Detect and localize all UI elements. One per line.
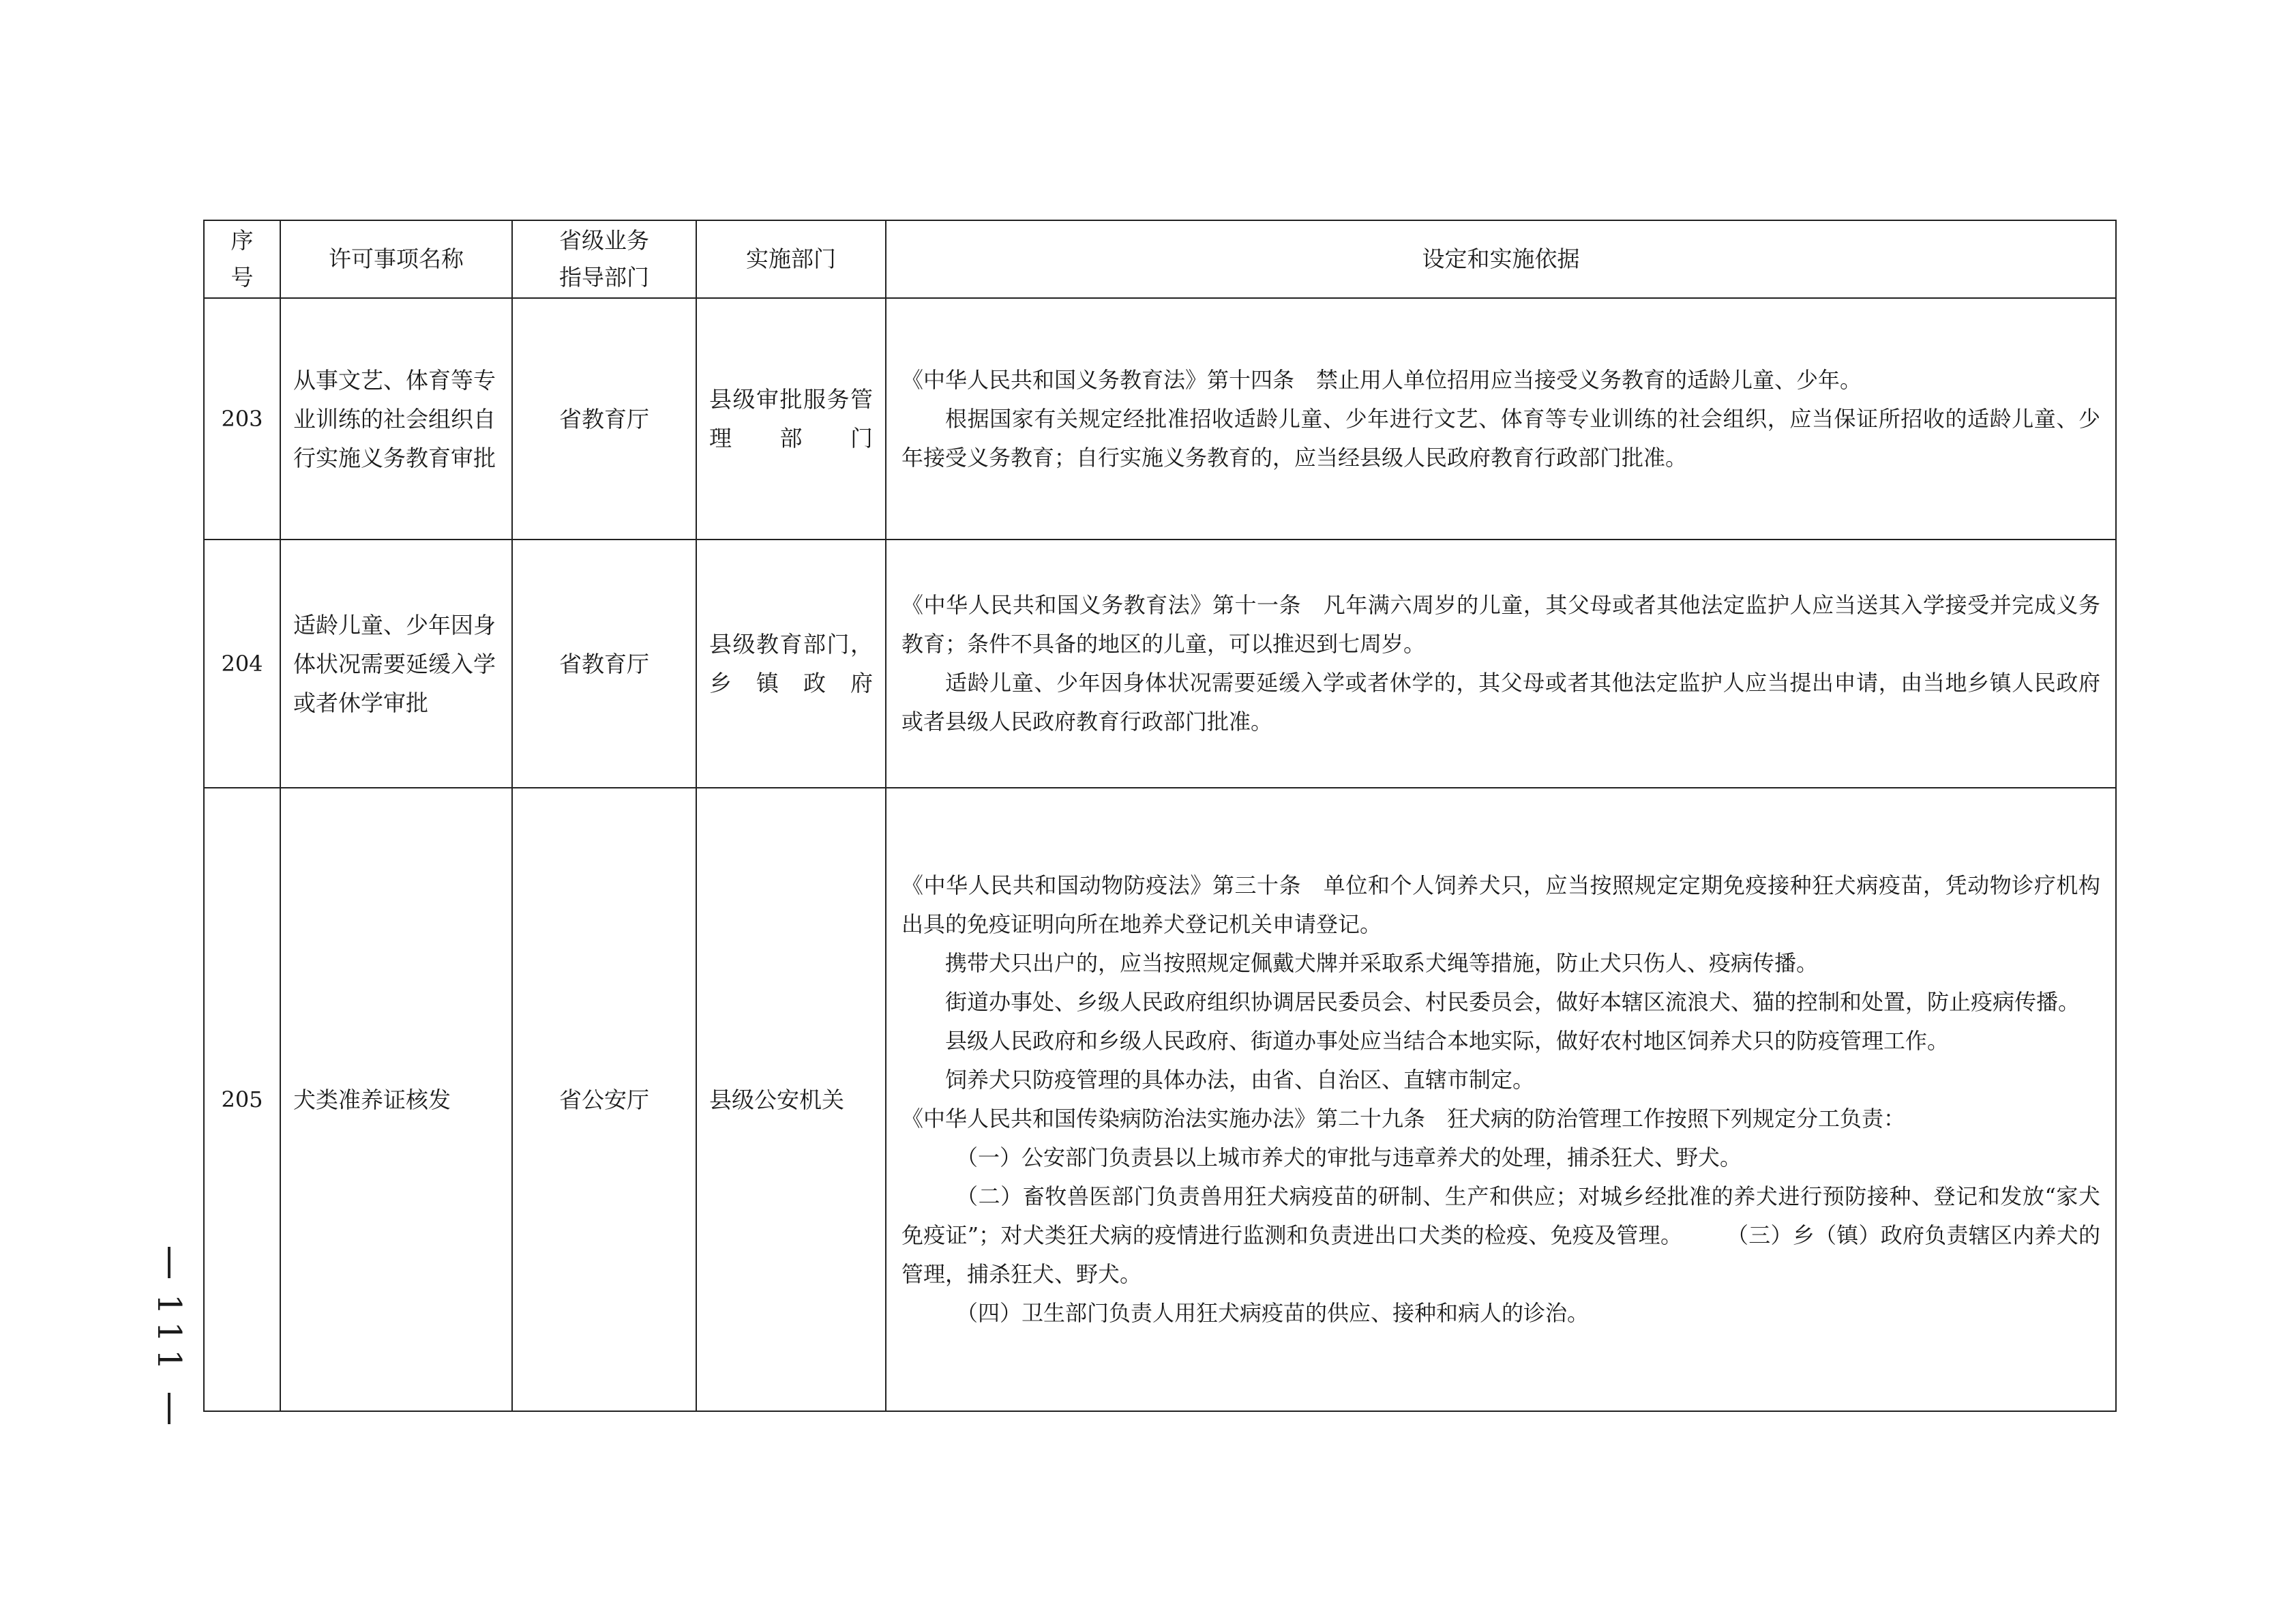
table-row	[204, 298, 2116, 540]
basis-paragraph: 《中华人民共和国传染病防治法实施办法》第二十九条 狂犬病的防治管理工作按照下列规定分工负责：	[901, 1106, 1906, 1132]
basis-paragraph: 根据国家有关规定经批准招收适龄儿童、少年进行文艺、体育等专业训练的社会组织，应当保证所招收的适龄儿童、少年接受义务教育；自行实施义务教育的，应当经县级人民政府教育行政部门批准。	[901, 405, 2100, 471]
page-dash-top	[168, 1247, 170, 1278]
header-legal-basis: 设定和实施依据	[886, 220, 2116, 298]
header-item-name: 许可事项名称	[280, 220, 512, 298]
header-implementing-dept: 实施部门	[696, 220, 886, 298]
legal-basis	[886, 788, 2116, 1411]
guiding-dept: 省公安厅	[512, 788, 696, 1411]
basis-paragraph: 县级人民政府和乡级人民政府、街道办事处应当结合本地实际，做好农村地区饲养犬只的防疫管理工作。	[945, 1028, 1950, 1054]
guiding-dept: 省教育厅	[512, 540, 696, 788]
basis-paragraph: （四）卫生部门负责人用狂犬病疫苗的供应、接种和病人的诊治。	[956, 1300, 1590, 1326]
table-row	[204, 788, 2116, 1411]
item-name: 从事文艺、体育等专业训练的社会组织自行实施义务教育审批	[280, 298, 512, 540]
row-number: 205	[204, 788, 280, 1411]
basis-paragraph: 《中华人民共和国义务教育法》第十四条 禁止用人单位招用应当接受义务教育的适龄儿童、少年。	[901, 366, 1862, 393]
basis-paragraph: 适龄儿童、少年因身体状况需要延缓入学或者休学的，其父母或者其他法定监护人应当提出申请，由当地乡镇人民政府或者县级人民政府教育行政部门批准。	[901, 670, 2100, 735]
permit-table	[203, 220, 2117, 1412]
basis-paragraph: 饲养犬只防疫管理的具体办法，由省、自治区、直辖市制定。	[945, 1067, 1535, 1093]
basis-paragraph: 街道办事处、乡级人民政府组织协调居民委员会、村民委员会，做好本辖区流浪犬、猫的控制和处置，防止疫病传播。	[945, 989, 2081, 1015]
implementing-dept: 县级教育部门，乡镇政府	[696, 540, 886, 788]
item-name: 适龄儿童、少年因身体状况需要延缓入学或者休学审批	[280, 540, 512, 788]
basis-paragraph: 《中华人民共和国动物防疫法》第三十条 单位和个人饲养犬只，应当按照规定定期免疫接种狂犬病疫苗，凭动物诊疗机构出具的免疫证明向所在地养犬登记机关申请登记。	[901, 872, 2100, 937]
basis-paragraph: 《中华人民共和国义务教育法》第十一条 凡年满六周岁的儿童，其父母或者其他法定监护人应当送其入学接受并完成义务教育；条件不具备的地区的儿童，可以推迟到七周岁。	[901, 592, 2100, 657]
implementing-dept: 县级公安机关	[696, 788, 886, 1411]
guiding-dept: 省教育厅	[512, 298, 696, 540]
header-dept-line1: 省级业务	[559, 227, 649, 254]
legal-basis	[886, 298, 2116, 540]
header-number	[204, 220, 280, 298]
row-number: 204	[204, 540, 280, 788]
implementing-dept: 县级审批服务管理部门	[696, 298, 886, 540]
header-row	[204, 220, 2116, 298]
page-number: 111	[150, 1294, 188, 1377]
header-guiding-dept	[512, 220, 696, 298]
header-dept-line2: 指导部门	[559, 264, 649, 291]
basis-paragraph: 携带犬只出户的，应当按照规定佩戴犬牌并采取系犬绳等措施，防止犬只伤人、疫病传播。	[945, 950, 1819, 976]
page-dash-bottom	[168, 1393, 170, 1424]
header-number-line2: 号	[230, 264, 254, 291]
header-number-line1: 序	[230, 227, 254, 254]
legal-basis	[886, 540, 2116, 788]
item-name: 犬类准养证核发	[280, 788, 512, 1411]
row-number: 203	[204, 298, 280, 540]
page-number-marker	[150, 1247, 188, 1424]
basis-paragraph: （二）畜牧兽医部门负责兽用狂犬病疫苗的研制、生产和供应；对城乡经批准的养犬进行预防接种、登记和发放“家犬免疫证”；对犬类狂犬病的疫情进行监测和负责进出口犬类的检疫、免疫及管理。 （三）乡（镇）政府负责辖区内养犬的管理，捕杀狂犬、野犬。	[901, 1183, 2100, 1287]
table-row	[204, 540, 2116, 788]
basis-paragraph: （一）公安部门负责县以上城市养犬的审批与违章养犬的处理，捕杀狂犬、野犬。	[956, 1145, 1742, 1170]
